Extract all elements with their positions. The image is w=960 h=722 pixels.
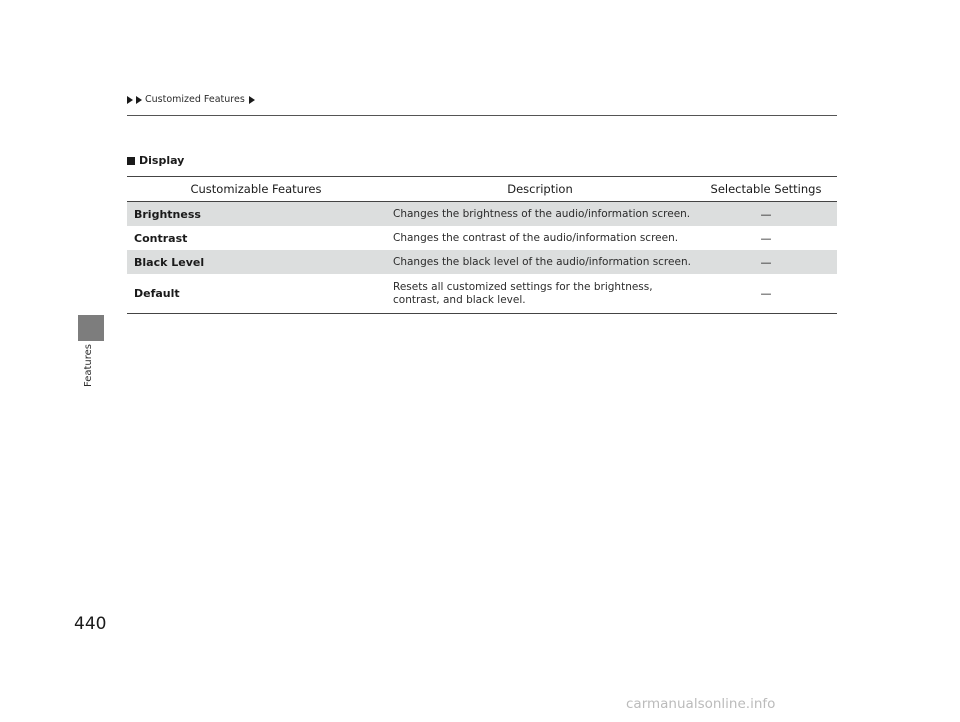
breadcrumb [127,94,256,105]
black-square-icon [127,157,135,165]
table-row [127,202,837,226]
feature-description: Changes the contrast of the audio/information screen. [393,231,679,244]
feature-name: Black Level [134,255,205,269]
page-number: 440 [74,614,107,634]
table-header-row [127,177,837,202]
feature-name: Brightness [134,207,201,221]
watermark: carmanualsonline.info [626,696,776,712]
header-settings: Selectable Settings [710,182,822,196]
triangle-right-icon [249,96,255,104]
feature-name: Default [134,287,180,300]
feature-setting: — [760,287,772,300]
feature-name: Contrast [134,231,188,245]
feature-setting: — [760,231,772,245]
header-features: Customizable Features [190,182,322,196]
feature-description [385,281,695,307]
section-heading [127,154,184,167]
table-row [127,226,837,250]
side-tab-marker [78,315,104,341]
description-line: Resets all customized settings for the brightness, [393,280,653,293]
feature-setting: — [760,207,772,221]
table-row [127,250,837,274]
triangle-right-icon [136,96,142,104]
header-description: Description [507,182,573,196]
section-title: Display [139,154,185,167]
header-divider [127,115,837,116]
triangle-right-icon [127,96,133,104]
settings-table [127,176,837,314]
side-tab-label: Features [83,344,94,387]
breadcrumb-label[interactable]: Customized Features [145,94,245,105]
feature-description: Changes the brightness of the audio/information screen. [393,207,691,220]
feature-description: Changes the black level of the audio/information screen. [393,255,691,268]
feature-setting: — [760,255,772,269]
table-row [127,274,837,313]
description-line: contrast, and black level. [393,293,526,306]
